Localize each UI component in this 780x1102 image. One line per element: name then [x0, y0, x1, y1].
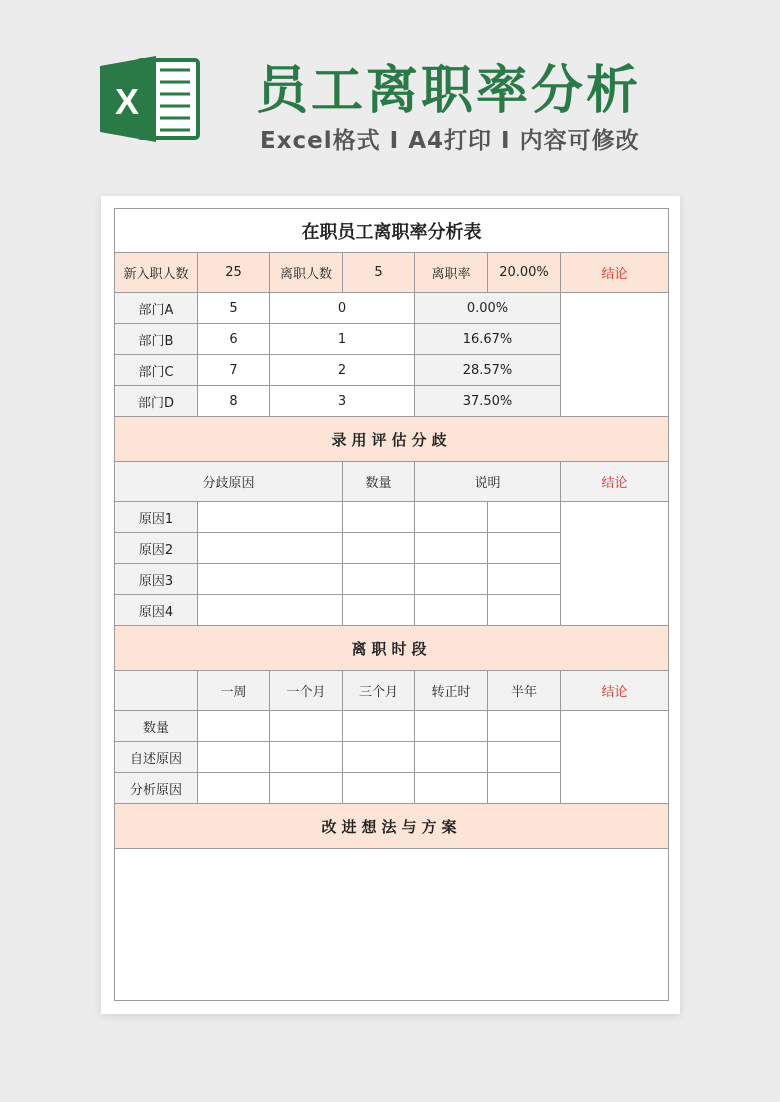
reason-label[interactable]: 原因4 [115, 595, 198, 626]
reason-cell[interactable] [198, 595, 343, 626]
reason-label[interactable]: 原因2 [115, 533, 198, 564]
divergence-conclusion-cell[interactable] [561, 502, 669, 626]
department-rate[interactable]: 37.50% [415, 386, 561, 417]
reason-cell[interactable] [198, 533, 343, 564]
period-row [115, 711, 669, 742]
note-cell[interactable] [415, 595, 488, 626]
reason-cell[interactable] [198, 564, 343, 595]
period-cell[interactable] [198, 742, 270, 773]
period-cell[interactable] [415, 711, 488, 742]
note-cell[interactable] [488, 595, 561, 626]
rate-label[interactable]: 离职率 [415, 253, 488, 293]
improvement-section-title[interactable]: 改进想法与方案 [115, 804, 669, 849]
period-col[interactable]: 一周 [198, 671, 270, 711]
departures-label[interactable]: 离职人数 [270, 253, 343, 293]
period-row-label[interactable]: 自述原因 [115, 742, 198, 773]
period-col-conclusion[interactable]: 结论 [561, 671, 669, 711]
department-departures[interactable]: 2 [270, 355, 415, 386]
department-rate[interactable]: 16.67% [415, 324, 561, 355]
period-section-title[interactable]: 离职时段 [115, 626, 669, 671]
department-departures[interactable]: 3 [270, 386, 415, 417]
divergence-col-note[interactable]: 说明 [415, 462, 561, 502]
divergence-col-reason[interactable]: 分歧原因 [115, 462, 343, 502]
period-cell[interactable] [343, 773, 415, 804]
new-hires-value[interactable]: 25 [198, 253, 270, 293]
department-departures[interactable]: 0 [270, 293, 415, 324]
department-hires[interactable]: 7 [198, 355, 270, 386]
excel-logo-icon [100, 54, 200, 144]
note-cell[interactable] [415, 564, 488, 595]
rate-value[interactable]: 20.00% [488, 253, 561, 293]
period-cell[interactable] [488, 742, 561, 773]
divergence-section-title[interactable]: 录用评估分歧 [115, 417, 669, 462]
note-cell[interactable] [488, 533, 561, 564]
analysis-table [114, 208, 669, 1001]
improvement-body-row [115, 849, 669, 1001]
department-hires[interactable]: 8 [198, 386, 270, 417]
new-hires-label[interactable]: 新入职人数 [115, 253, 198, 293]
department-row [115, 293, 669, 324]
note-cell[interactable] [415, 533, 488, 564]
improvement-section-row [115, 804, 669, 849]
improvement-body-cell[interactable] [115, 849, 669, 1001]
sheet-paper [101, 196, 680, 1014]
note-cell[interactable] [415, 502, 488, 533]
period-corner-cell[interactable] [115, 671, 198, 711]
count-cell[interactable] [343, 564, 415, 595]
reason-label[interactable]: 原因3 [115, 564, 198, 595]
sheet-title[interactable]: 在职员工离职率分析表 [115, 209, 669, 253]
count-cell[interactable] [343, 502, 415, 533]
department-rate[interactable]: 28.57% [415, 355, 561, 386]
reason-label[interactable]: 原因1 [115, 502, 198, 533]
count-cell[interactable] [343, 595, 415, 626]
period-cell[interactable] [270, 742, 343, 773]
period-cell[interactable] [415, 742, 488, 773]
department-conclusion-cell[interactable] [561, 293, 669, 417]
department-hires[interactable]: 6 [198, 324, 270, 355]
period-cell[interactable] [415, 773, 488, 804]
sheet-title-row [115, 209, 669, 253]
divergence-col-count[interactable]: 数量 [343, 462, 415, 502]
department-name[interactable]: 部门B [115, 324, 198, 355]
template-header [0, 0, 780, 180]
period-cell[interactable] [270, 773, 343, 804]
period-cell[interactable] [488, 711, 561, 742]
period-col[interactable]: 转正时 [415, 671, 488, 711]
department-name[interactable]: 部门A [115, 293, 198, 324]
summary-row [115, 253, 669, 293]
note-cell[interactable] [488, 564, 561, 595]
period-conclusion-cell[interactable] [561, 711, 669, 804]
period-cell[interactable] [270, 711, 343, 742]
period-col[interactable]: 一个月 [270, 671, 343, 711]
spreadsheet [114, 208, 668, 997]
page-title: 员工离职率分析 [256, 61, 642, 121]
period-cell[interactable] [343, 711, 415, 742]
svg-text:X: X [114, 81, 140, 122]
period-col[interactable]: 半年 [488, 671, 561, 711]
period-cell[interactable] [343, 742, 415, 773]
department-hires[interactable]: 5 [198, 293, 270, 324]
department-name[interactable]: 部门D [115, 386, 198, 417]
reason-cell[interactable] [198, 502, 343, 533]
period-cell[interactable] [198, 711, 270, 742]
divergence-header-row [115, 462, 669, 502]
period-cell[interactable] [488, 773, 561, 804]
department-name[interactable]: 部门C [115, 355, 198, 386]
divergence-row [115, 502, 669, 533]
period-row-label[interactable]: 分析原因 [115, 773, 198, 804]
period-col[interactable]: 三个月 [343, 671, 415, 711]
departures-value[interactable]: 5 [343, 253, 415, 293]
period-row-label[interactable]: 数量 [115, 711, 198, 742]
note-cell[interactable] [488, 502, 561, 533]
period-section-row [115, 626, 669, 671]
department-departures[interactable]: 1 [270, 324, 415, 355]
conclusion-label[interactable]: 结论 [561, 253, 669, 293]
count-cell[interactable] [343, 533, 415, 564]
divergence-col-conclusion[interactable]: 结论 [561, 462, 669, 502]
period-cell[interactable] [198, 773, 270, 804]
period-header-row [115, 671, 669, 711]
divergence-section-row [115, 417, 669, 462]
page-subtitle: Excel格式 I A4打印 I 内容可修改 [260, 128, 640, 154]
department-rate[interactable]: 0.00% [415, 293, 561, 324]
